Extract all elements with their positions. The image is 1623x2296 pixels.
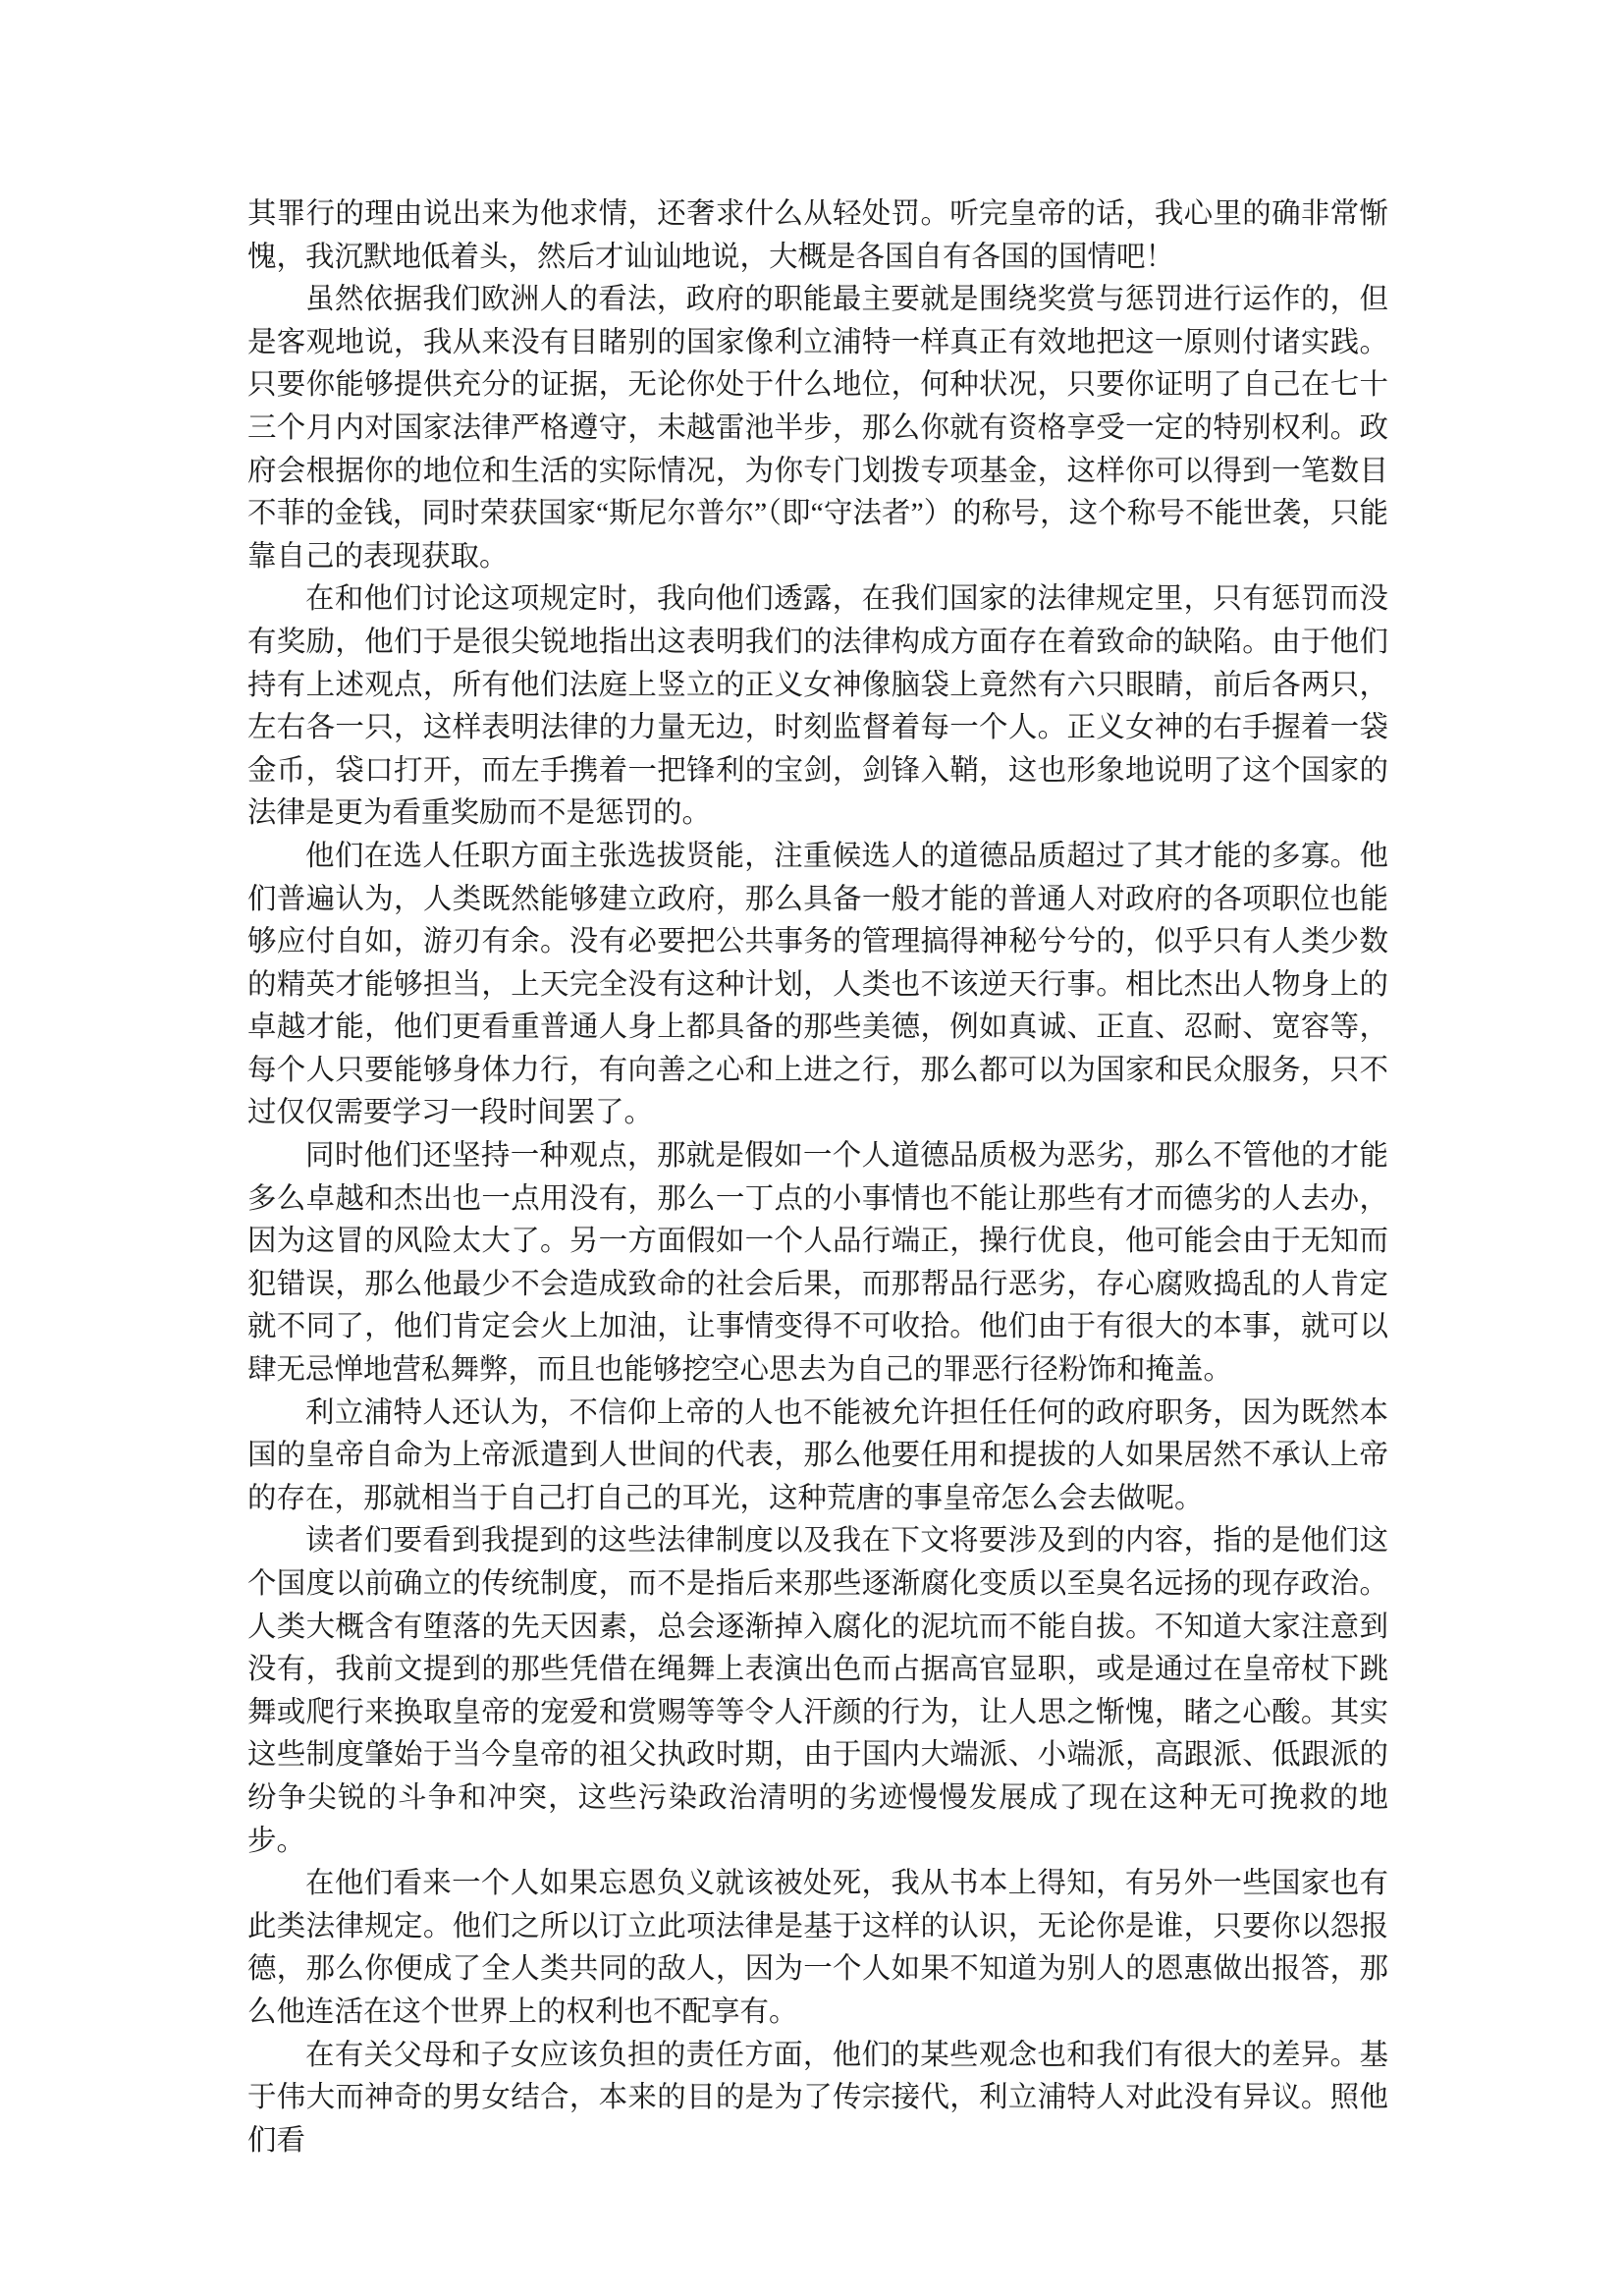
paragraph-1: 其罪行的理由说出来为他求情，还奢求什么从轻处罚。听完皇帝的话，我心里的确非常惭愧，我沉默地低着头，然后才讪讪地说，大概是各国自有各国的国情吧！: [247, 198, 1388, 273]
paragraph-9: 在有关父母和子女应该负担的责任方面，他们的某些观念也和我们有很大的差异。基于伟大而神奇的男女结合，本来的目的是为了传宗接代，利立浦特人对此没有异议。照他们看: [247, 2039, 1388, 2157]
text-block: [247, 193, 1388, 2162]
paragraph-5: 同时他们还坚持一种观点，那就是假如一个人道德品质极为恶劣，那么不管他的才能多么卓越和杰出也一点用没有，那么一丁点的小事情也不能让那些有才而德劣的人去办，因为这冒的风险太大了。另一方面假如一个人品行端正，操行优良，他可能会由于无知而犯错误，那么他最少不会造成致命的社会后果，而那帮品行恶劣，存心腐败捣乱的人肯定就不同了，他们肯定会火上加油，让事情变得不可收拾。他们由于有很大的本事，就可以肆无忌惮地营私舞弊，而且也能够挖空心思去为自己的罪恶行径粉饰和掩盖。: [247, 1140, 1388, 1387]
paragraph-6: 利立浦特人还认为，不信仰上帝的人也不能被允许担任任何的政府职务，因为既然本国的皇帝自命为上帝派遣到人世间的代表，那么他要任用和提拔的人如果居然不承认上帝的存在，那就相当于自己打自己的耳光，这种荒唐的事皇帝怎么会去做呢。: [247, 1396, 1388, 1514]
paragraph-2: 虽然依据我们欧洲人的看法，政府的职能最主要就是围绕奖赏与惩罚进行运作的，但是客观地说，我从来没有目睹别的国家像利立浦特一样真正有效地把这一原则付诸实践。只要你能够提供充分的证据，无论你处于什么地位，何种状况，只要你证明了自己在七十三个月内对国家法律严格遵守，未越雷池半步，那么你就有资格享受一定的特别权利。政府会根据你的地位和生活的实际情况，为你专门划拨专项基金，这样你可以得到一笔数目不菲的金钱，同时荣获国家“斯尼尔普尔”（即“守法者”）的称号，这个称号不能世袭，只能靠自己的表现获取。: [247, 284, 1388, 573]
paragraph-3: 在和他们讨论这项规定时，我向他们透露，在我们国家的法律规定里，只有惩罚而没有奖励，他们于是很尖锐地指出这表明我们的法律构成方面存在着致命的缺陷。由于他们持有上述观点，所有他们法庭上竖立的正义女神像脑袋上竟然有六只眼睛，前后各两只，左右各一只，这样表明法律的力量无边，时刻监督着每一个人。正义女神的右手握着一袋金币，袋口打开，而左手携着一把锋利的宝剑，剑锋入鞘，这也形象地说明了这个国家的法律是更为看重奖励而不是惩罚的。: [247, 583, 1388, 830]
paragraph-7: 读者们要看到我提到的这些法律制度以及我在下文将要涉及到的内容，指的是他们这个国度以前确立的传统制度，而不是指后来那些逐渐腐化变质以至臭名远扬的现存政治。人类大概含有堕落的先天因素，总会逐渐掉入腐化的泥坑而不能自拔。不知道大家注意到没有，我前文提到的那些凭借在绳舞上表演出色而占据高官显职，或是通过在皇帝杖下跳舞或爬行来换取皇帝的宠爱和赏赐等等令人汗颜的行为，让人思之惭愧，睹之心酸。其实这些制度肇始于当今皇帝的祖父执政时期，由于国内大端派、小端派，高跟派、低跟派的纷争尖锐的斗争和冲突，这些污染政治清明的劣迹慢慢发展成了现在这种无可挽救的地步。: [247, 1525, 1388, 1857]
paragraph-4: 他们在选人任职方面主张选拔贤能，注重候选人的道德品质超过了其才能的多寡。他们普遍认为，人类既然能够建立政府，那么具备一般才能的普通人对政府的各项职位也能够应付自如，游刃有余。没有必要把公共事务的管理搞得神秘兮兮的，似乎只有人类少数的精英才能够担当，上天完全没有这种计划，人类也不该逆天行事。相比杰出人物身上的卓越才能，他们更看重普通人身上都具备的那些美德，例如真诚、正直、忍耐、宽容等，每个人只要能够身体力行，有向善之心和上进之行，那么都可以为国家和民众服务，只不过仅仅需要学习一段时间罢了。: [247, 840, 1388, 1129]
paragraph-8: 在他们看来一个人如果忘恩负义就该被处死，我从书本上得知，有另外一些国家也有此类法律规定。他们之所以订立此项法律是基于这样的认识，无论你是谁，只要你以怨报德，那么你便成了全人类共同的敌人，因为一个人如果不知道为别人的恩惠做出报答，那么他连活在这个世界上的权利也不配享有。: [247, 1868, 1388, 2028]
